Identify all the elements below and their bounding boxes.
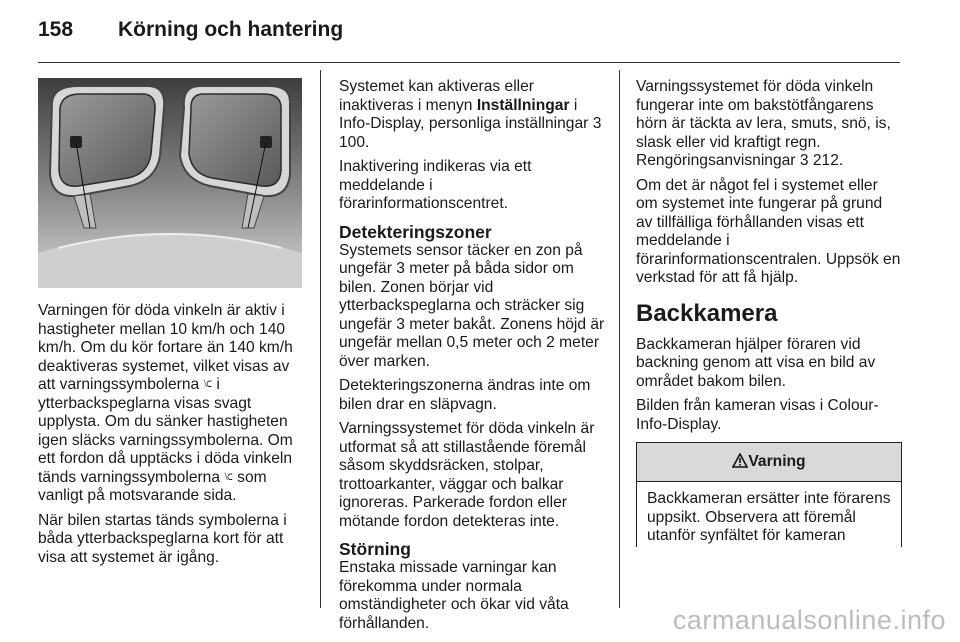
column-1 [38, 302, 306, 573]
paragraph: Varningssystemet för döda vinkeln är utformat så att stillastående föremål såsom skyddsräcken, stolpar, trottoarkanter, väggar och balkar ignoreras. Parkerade fordon eller mötande fordon detekteras inte. [339, 420, 595, 530]
column-2 [339, 78, 605, 639]
page-reference-link[interactable]: 3 100. [339, 115, 602, 151]
warning-header [637, 443, 901, 482]
page-number: 158 [38, 18, 74, 41]
warning-box [636, 442, 902, 547]
chapter-heading: Backkamera [636, 299, 778, 327]
page-reference-link[interactable]: 3 212. [799, 152, 844, 169]
column-divider-1 [320, 70, 321, 608]
paragraph: Bilden från kameran visas i Colour-Info-Display. [636, 397, 879, 433]
warning-triangle-icon [732, 453, 748, 468]
paragraph: Varningssystemet för döda vinkeln fungerar inte om bakstötfångarens hörn är täckta av lera, smuts, snö, is, slask eller vid kraftigt regn. Rengöringsanvisningar 3 212. [636, 78, 891, 169]
warning-title: Varning [748, 453, 806, 470]
blind-spot-symbol-icon: ⟈ [203, 379, 212, 390]
header-rule [38, 62, 900, 63]
menu-reference: Inställningar [476, 96, 570, 114]
blind-spot-symbol-icon: ⟈ [224, 471, 233, 483]
paragraph: När bilen startas tänds symbolerna i båda ytterbackspeglarna kort för att visa att systemet är igång. [38, 511, 287, 566]
paragraph: Backkameran hjälper föraren vid backning genom att visa en bild av området bakom bilen. [636, 335, 876, 390]
paragraph: Inaktivering indikeras via ett meddelande i förarinformationscentret. [339, 158, 532, 212]
page-title: Körning och hantering [118, 18, 344, 41]
paragraph: Varningen för döda vinkeln är aktiv i hastigheter mellan 10 km/h och 140 km/h. Om du kör fortare än 140 km/h deaktiveras systemet, vilket visas av att varningssymbolerna ⟈ i ytterbackspeglarna visas svagt upplysta. Om du sänker hastigheten igen släcks varningssymbolerna. Om ett fordon då upptäcks i döda vinkeln tänds varningssymbolerna ⟈ som vanligt på motsvarande sida. [38, 302, 293, 504]
paragraph: Systemet kan aktiveras eller inaktiveras i menyn Inställningar i Info-Display, personliga inställningar 3 100. [339, 78, 602, 151]
mirror-illustration [38, 78, 302, 288]
warning-text: Backkameran ersätter inte förarens uppsikt. Observera att föremål utanför synfältet för kameran [647, 490, 891, 544]
section-heading: Detekteringszoner [339, 221, 492, 242]
paragraph: Systemets sensor täcker en zon på ungefär 3 meter på båda sidor om bilen. Zonen börjar vid ytterbackspeglarna och sträcker sig ungefär 3 meter bakåt. Zonens höjd är ungefär mellan 0,5 meter och 2 meter över marken. [339, 241, 605, 370]
watermark: carmanualsonline.info [672, 605, 946, 635]
paragraph: Enstaka missade varningar kan förekomma under normala omständigheter och ökar vid våta förhållanden. [339, 559, 569, 632]
column-3 [636, 78, 902, 547]
column-divider-2 [619, 70, 620, 608]
paragraph: Om det är något fel i systemet eller om systemet inte fungerar på grund av tillfälliga förhållanden visas ett meddelande i förarinformationscentralen. Uppsök en verkstad för att få hjälp. [636, 176, 901, 286]
section-heading: Störning [339, 539, 411, 559]
paragraph: Detekteringszonerna ändras inte om bilen drar en släpvagn. [339, 377, 591, 413]
